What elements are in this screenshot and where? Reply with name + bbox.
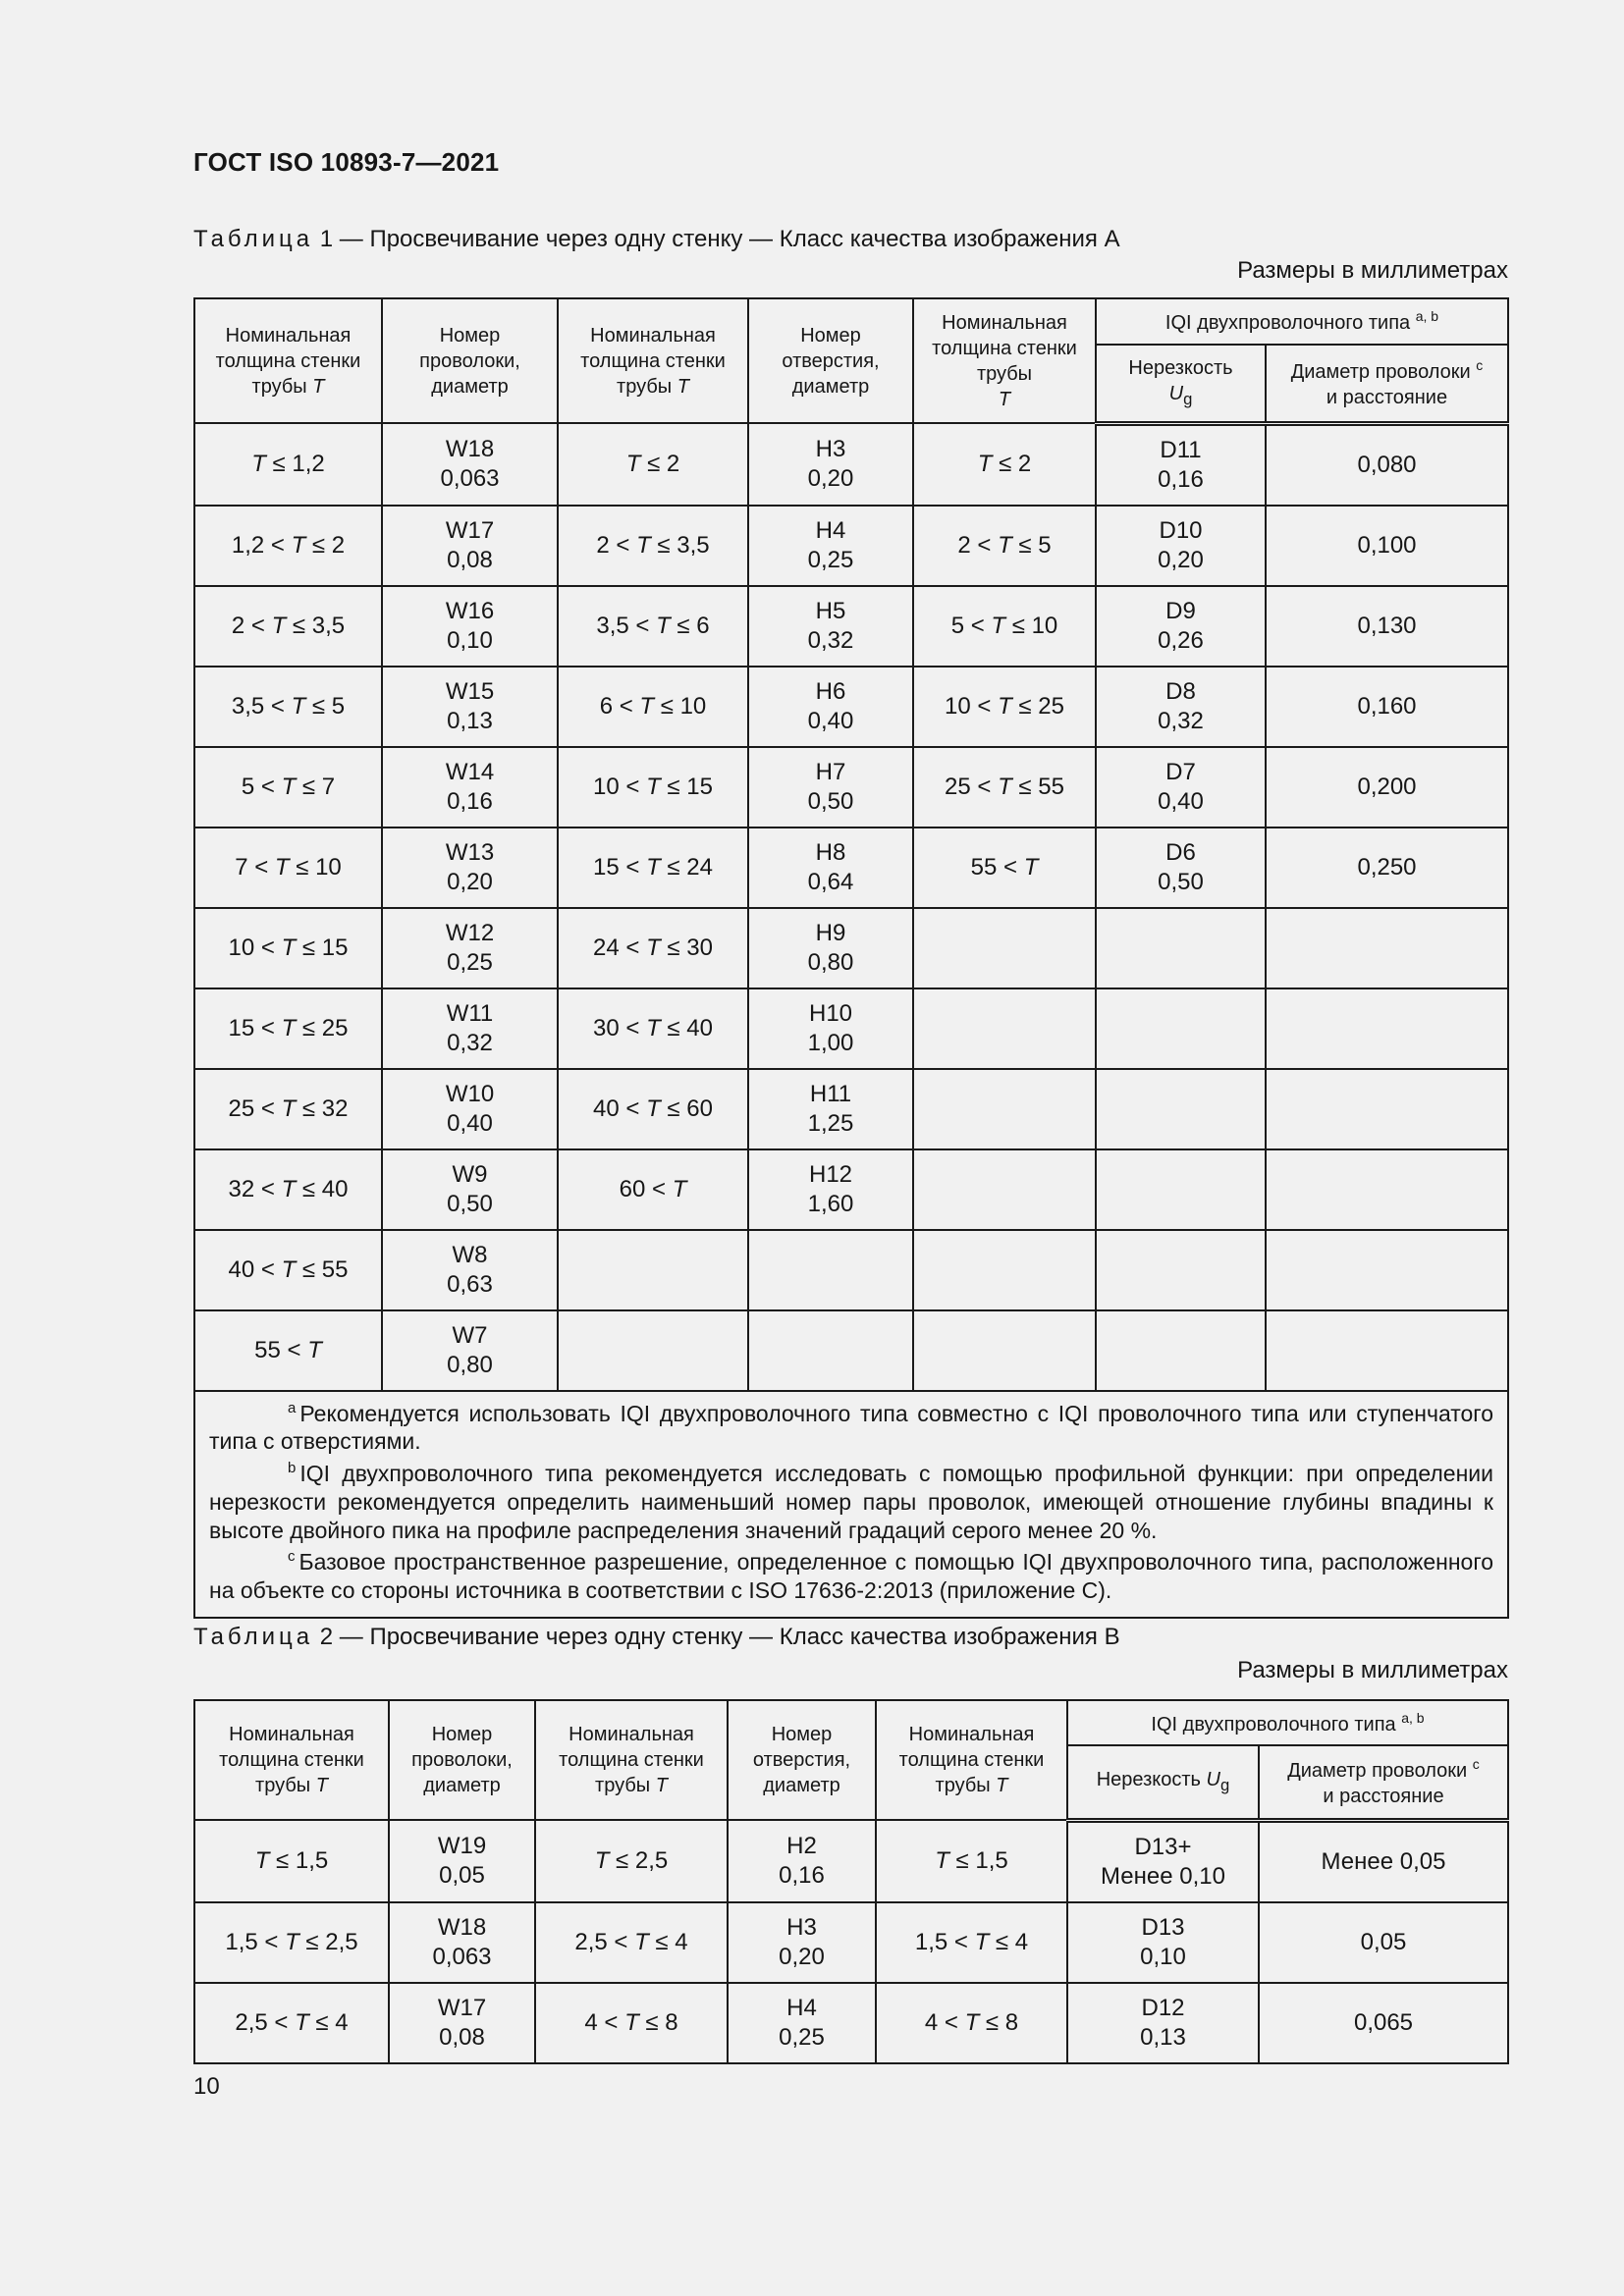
table1-body xyxy=(194,423,1508,1391)
table1-diameter-cell xyxy=(1266,1149,1508,1230)
table1-hole-cell: H7 0,50 xyxy=(748,747,913,828)
table1-thickness-cell: T ≤ 2 xyxy=(913,423,1096,506)
table1-wire-cell: W11 0,32 xyxy=(382,988,558,1069)
table1-caption xyxy=(193,226,1120,253)
table1-header-wire: Номер проволоки, диаметр xyxy=(382,298,558,423)
table2-caption xyxy=(193,1624,1120,1651)
table2-header-thickness-1: Номинальная толщина стенки трубы T xyxy=(194,1700,389,1820)
table1-thickness-cell: 30 < T ≤ 40 xyxy=(558,988,748,1069)
table1-hole-cell: H5 0,32 xyxy=(748,586,913,667)
table2-header-thickness-3: Номинальная толщина стенки трубы T xyxy=(876,1700,1067,1820)
table2-wire-cell: W18 0,063 xyxy=(389,1902,535,1983)
table2-diameter-cell: 0,05 xyxy=(1259,1902,1508,1983)
table1-row xyxy=(194,1149,1508,1230)
table2-diameter-cell: Менее 0,05 xyxy=(1259,1820,1508,1902)
table1-row xyxy=(194,828,1508,908)
table1-thickness-cell: 7 < T ≤ 10 xyxy=(194,828,382,908)
table1-footnote-a: $^a$ Рекомендуется использовать IQI двухпроволочного типа совместно с IQI проволочного типа или ступенчатого типа с отверстиями. xyxy=(209,1399,1493,1455)
table1-header-thickness-1: Номинальная толщина стенки трубы T xyxy=(194,298,382,423)
table1-header-unsharpness: Нерезкость $U_g$ xyxy=(1096,345,1266,423)
table1-header-row xyxy=(194,298,1508,345)
table1-diameter-cell xyxy=(1266,1069,1508,1149)
document-header: ГОСТ ISO 10893-7—2021 xyxy=(193,147,500,177)
table1-thickness-cell: 10 < T ≤ 15 xyxy=(194,908,382,988)
table1-duplex-cell xyxy=(1096,908,1266,988)
table1-hole-cell: H9 0,80 xyxy=(748,908,913,988)
table1-thickness-cell xyxy=(913,1230,1096,1310)
table1-wire-cell: W12 0,25 xyxy=(382,908,558,988)
table1-duplex-cell xyxy=(1096,1230,1266,1310)
table1-caption-text: 1 — Просвечивание через одну стенку — Класс качества изображения А xyxy=(313,226,1120,252)
table2-header-iqi-group: IQI двухпроволочного типа $^{a, b}$ xyxy=(1067,1700,1508,1745)
table1-thickness-cell: 32 < T ≤ 40 xyxy=(194,1149,382,1230)
table1-header-thickness-2: Номинальная толщина стенки трубы T xyxy=(558,298,748,423)
table1-row xyxy=(194,506,1508,586)
table2-wire-cell: W17 0,08 xyxy=(389,1983,535,2063)
table1-thickness-cell: 2 < T ≤ 5 xyxy=(913,506,1096,586)
table1-diameter-cell: 0,160 xyxy=(1266,667,1508,747)
table1-hole-cell: H10 1,00 xyxy=(748,988,913,1069)
table1-thickness-cell: 5 < T ≤ 10 xyxy=(913,586,1096,667)
table1-wire-cell: W18 0,063 xyxy=(382,423,558,506)
table1-thickness-cell: 10 < T ≤ 25 xyxy=(913,667,1096,747)
table1-thickness-cell: 2 < T ≤ 3,5 xyxy=(558,506,748,586)
table1-thickness-cell xyxy=(913,1149,1096,1230)
table1-thickness-cell: T ≤ 1,2 xyxy=(194,423,382,506)
table2-hole-cell: H4 0,25 xyxy=(728,1983,876,2063)
table1-thickness-cell: 3,5 < T ≤ 5 xyxy=(194,667,382,747)
table1-wire-cell: W15 0,13 xyxy=(382,667,558,747)
table1-units: Размеры в миллиметрах xyxy=(1237,257,1508,284)
table1-thickness-cell: 25 < T ≤ 32 xyxy=(194,1069,382,1149)
table1-row xyxy=(194,586,1508,667)
table2-body xyxy=(194,1820,1508,2063)
table1-caption-word: Таблица xyxy=(193,226,314,252)
table2-wire-cell: W19 0,05 xyxy=(389,1820,535,1902)
table1-footnote-c: $^c$ Базовое пространственное разрешение, определенное с помощью IQI двухпроволочного типа, расположенного на объекте со стороны источника в соответствии с ISO 17636-2:2013 (приложение С). xyxy=(209,1548,1493,1603)
table1-thickness-cell xyxy=(913,988,1096,1069)
table2-duplex-cell: D13 0,10 xyxy=(1067,1902,1259,1983)
table2-thickness-cell: 1,5 < T ≤ 4 xyxy=(876,1902,1067,1983)
table2 xyxy=(193,1699,1509,2064)
table1-diameter-cell: 0,200 xyxy=(1266,747,1508,828)
table1-duplex-cell xyxy=(1096,1310,1266,1391)
table1-hole-cell: H12 1,60 xyxy=(748,1149,913,1230)
table1-duplex-cell xyxy=(1096,988,1266,1069)
table1-duplex-cell: D7 0,40 xyxy=(1096,747,1266,828)
table1-wire-cell: W17 0,08 xyxy=(382,506,558,586)
table1-row xyxy=(194,1310,1508,1391)
table1-thickness-cell xyxy=(558,1310,748,1391)
table1-header-hole: Номер отверстия, диаметр xyxy=(748,298,913,423)
table1-thickness-cell: 60 < T xyxy=(558,1149,748,1230)
table1-row xyxy=(194,1230,1508,1310)
table1-wire-cell: W9 0,50 xyxy=(382,1149,558,1230)
table1-duplex-cell xyxy=(1096,1149,1266,1230)
table1-thickness-cell: 25 < T ≤ 55 xyxy=(913,747,1096,828)
table1-diameter-cell: 0,080 xyxy=(1266,423,1508,506)
table1-hole-cell: H4 0,25 xyxy=(748,506,913,586)
table1-row xyxy=(194,1069,1508,1149)
table1-thickness-cell: 1,2 < T ≤ 2 xyxy=(194,506,382,586)
table2-thickness-cell: T ≤ 1,5 xyxy=(194,1820,389,1902)
table1-wire-cell: W14 0,16 xyxy=(382,747,558,828)
table1-duplex-cell xyxy=(1096,1069,1266,1149)
table2-header-wire: Номер проволоки, диаметр xyxy=(389,1700,535,1820)
table1-thickness-cell xyxy=(913,1310,1096,1391)
table1-hole-cell: H8 0,64 xyxy=(748,828,913,908)
table2-thickness-cell: 2,5 < T ≤ 4 xyxy=(194,1983,389,2063)
table1-thickness-cell: T ≤ 2 xyxy=(558,423,748,506)
table1-duplex-cell: D10 0,20 xyxy=(1096,506,1266,586)
table2-header-thickness-2: Номинальная толщина стенки трубы T xyxy=(535,1700,728,1820)
table1-row xyxy=(194,667,1508,747)
table1-duplex-cell: D6 0,50 xyxy=(1096,828,1266,908)
table2-thickness-cell: T ≤ 2,5 xyxy=(535,1820,728,1902)
table1-thickness-cell xyxy=(558,1230,748,1310)
table2-row xyxy=(194,1820,1508,1902)
table1-duplex-cell: D11 0,16 xyxy=(1096,423,1266,506)
table1-wire-cell: W8 0,63 xyxy=(382,1230,558,1310)
table2-header-wire-diameter: Диаметр проволоки $^c$ и расстояние xyxy=(1259,1745,1508,1820)
table1-duplex-cell: D8 0,32 xyxy=(1096,667,1266,747)
table2-header-hole: Номер отверстия, диаметр xyxy=(728,1700,876,1820)
table2-hole-cell: H3 0,20 xyxy=(728,1902,876,1983)
table1-hole-cell xyxy=(748,1230,913,1310)
table1-thickness-cell: 40 < T ≤ 60 xyxy=(558,1069,748,1149)
table1-header-thickness-3: Номинальная толщина стенки трубы T xyxy=(913,298,1096,423)
table2-thickness-cell: 4 < T ≤ 8 xyxy=(876,1983,1067,2063)
table1-diameter-cell: 0,250 xyxy=(1266,828,1508,908)
table1-row xyxy=(194,988,1508,1069)
table1-header-iqi-group: IQI двухпроволочного типа $^{a, b}$ xyxy=(1096,298,1508,345)
table1-header-wire-diameter: Диаметр проволоки $^c$ и расстояние xyxy=(1266,345,1508,423)
table2-hole-cell: H2 0,16 xyxy=(728,1820,876,1902)
table2-units: Размеры в миллиметрах xyxy=(1237,1657,1508,1683)
table1-thickness-cell: 5 < T ≤ 7 xyxy=(194,747,382,828)
table1-wire-cell: W10 0,40 xyxy=(382,1069,558,1149)
table1-row xyxy=(194,908,1508,988)
table1-thickness-cell xyxy=(913,908,1096,988)
table2-thickness-cell: T ≤ 1,5 xyxy=(876,1820,1067,1902)
table1-notes-row xyxy=(194,1391,1508,1618)
table2-header-unsharpness: Нерезкость $U_g$ xyxy=(1067,1745,1259,1820)
table1-wire-cell: W13 0,20 xyxy=(382,828,558,908)
table2-duplex-cell: D12 0,13 xyxy=(1067,1983,1259,2063)
table1-thickness-cell xyxy=(913,1069,1096,1149)
table1-diameter-cell xyxy=(1266,908,1508,988)
table1-thickness-cell: 6 < T ≤ 10 xyxy=(558,667,748,747)
table1-hole-cell: H11 1,25 xyxy=(748,1069,913,1149)
table2-thickness-cell: 1,5 < T ≤ 2,5 xyxy=(194,1902,389,1983)
table1-thickness-cell: 2 < T ≤ 3,5 xyxy=(194,586,382,667)
table2-caption-word: Таблица xyxy=(193,1624,314,1650)
table1-thickness-cell: 15 < T ≤ 25 xyxy=(194,988,382,1069)
table2-row xyxy=(194,1902,1508,1983)
table1-thickness-cell: 40 < T ≤ 55 xyxy=(194,1230,382,1310)
table1-diameter-cell xyxy=(1266,988,1508,1069)
table1-hole-cell: H3 0,20 xyxy=(748,423,913,506)
table2-row xyxy=(194,1983,1508,2063)
table1-wire-cell: W16 0,10 xyxy=(382,586,558,667)
table1-notes xyxy=(194,1391,1508,1618)
table1 xyxy=(193,297,1509,1619)
table2-header-row xyxy=(194,1700,1508,1745)
table2-caption-text: 2 — Просвечивание через одну стенку — Класс качества изображения В xyxy=(313,1624,1120,1650)
table1-thickness-cell: 55 < T xyxy=(913,828,1096,908)
table1-thickness-cell: 55 < T xyxy=(194,1310,382,1391)
table1-row xyxy=(194,747,1508,828)
table1-row xyxy=(194,423,1508,506)
table1-thickness-cell: 15 < T ≤ 24 xyxy=(558,828,748,908)
table1-footnote-b: $^b$ IQI двухпроволочного типа рекомендуется исследовать с помощью профильной функции: при определении нерезкости рекомендуется определить наименьший номер пары проволок, имеющей отношение глубины впадины к высоте двойного пика на профиле распределения значений градаций серого менее 20 %. xyxy=(209,1460,1493,1543)
table1-diameter-cell xyxy=(1266,1230,1508,1310)
table1-diameter-cell xyxy=(1266,1310,1508,1391)
table1-diameter-cell: 0,100 xyxy=(1266,506,1508,586)
table1-hole-cell: H6 0,40 xyxy=(748,667,913,747)
table2-thickness-cell: 2,5 < T ≤ 4 xyxy=(535,1902,728,1983)
table1-duplex-cell: D9 0,26 xyxy=(1096,586,1266,667)
table2-diameter-cell: 0,065 xyxy=(1259,1983,1508,2063)
table1-thickness-cell: 10 < T ≤ 15 xyxy=(558,747,748,828)
table1-thickness-cell: 3,5 < T ≤ 6 xyxy=(558,586,748,667)
table1-wire-cell: W7 0,80 xyxy=(382,1310,558,1391)
table2-duplex-cell: D13+ Менее 0,10 xyxy=(1067,1820,1259,1902)
table1-hole-cell xyxy=(748,1310,913,1391)
table1-diameter-cell: 0,130 xyxy=(1266,586,1508,667)
page-number: 10 xyxy=(193,2073,220,2100)
table2-thickness-cell: 4 < T ≤ 8 xyxy=(535,1983,728,2063)
table1-thickness-cell: 24 < T ≤ 30 xyxy=(558,908,748,988)
